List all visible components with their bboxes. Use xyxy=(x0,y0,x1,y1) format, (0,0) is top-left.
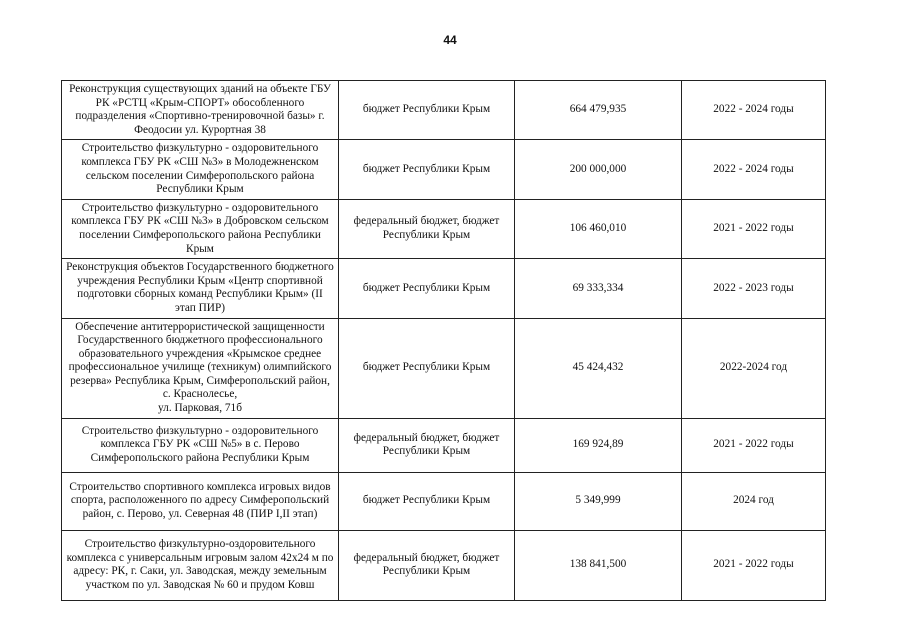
table-row xyxy=(62,530,826,600)
period-cell xyxy=(682,318,826,418)
funding-source-text: бюджет Республики Крым xyxy=(362,103,491,116)
amount-cell xyxy=(515,140,682,199)
period-cell xyxy=(682,199,826,258)
table-row xyxy=(62,199,826,258)
amount-text: 200 000,000 xyxy=(569,162,627,175)
funding-source-cell xyxy=(339,199,515,258)
funding-source-text: бюджет Республики Крым xyxy=(362,162,491,175)
project-name-text: Строительство спортивного комплекса игровых видов спорта, расположенного по адресу Симферопольский район, с. Перово, ул. Северная 48 (ПИР I,II этап) xyxy=(69,480,331,520)
amount-text: 106 460,010 xyxy=(569,222,627,235)
period-cell xyxy=(682,259,826,318)
funding-source-cell xyxy=(339,418,515,472)
amount-cell xyxy=(515,418,682,472)
project-name-cell xyxy=(62,418,339,472)
period-text: 2022-2024 год xyxy=(719,361,788,374)
funding-source-text: федеральный бюджет, бюджет Республики Крым xyxy=(353,551,500,578)
project-name-text: Строительство физкультурно-оздоровительного комплекса с универсальным игровым залом 42х24 м по адресу: РК, г. Саки, ул. Заводская, между земельным участком по ул. Заводская № 60 и прудом Ковш xyxy=(66,537,334,591)
amount-cell xyxy=(515,259,682,318)
project-name-text: Строительство физкультурно - оздоровительного комплекса ГБУ РК «СШ №3» в Молодежненском сельском поселении Симферопольского района Республики Крым xyxy=(81,142,319,196)
funding-source-text: бюджет Республики Крым xyxy=(362,361,491,374)
period-text: 2021 - 2022 годы xyxy=(713,222,794,235)
period-cell xyxy=(682,140,826,199)
project-name-text: Реконструкция существующих зданий на объекте ГБУ РК «РСТЦ «Крым-СПОРТ» обособленного подразделения «Спортивно-тренировочной базы» г. Феодосии ул. Курортная 38 xyxy=(69,83,331,136)
funding-source-text: федеральный бюджет, бюджет Республики Крым xyxy=(353,431,500,458)
table-row xyxy=(62,472,826,530)
project-name-text: Строительство физкультурно - оздоровительного комплекса ГБУ РК «СШ №3» в Добровском сельском поселении Симферопольского района Республики Крым xyxy=(71,201,329,255)
funding-source-cell xyxy=(339,472,515,530)
funding-source-text: бюджет Республики Крым xyxy=(362,281,491,294)
funding-source-cell xyxy=(339,530,515,600)
funding-source-cell xyxy=(339,318,515,418)
amount-text: 69 333,334 xyxy=(572,281,624,294)
amount-text: 169 924,89 xyxy=(572,438,624,451)
project-name-cell xyxy=(62,140,339,199)
period-cell xyxy=(682,530,826,600)
period-text: 2022 - 2024 годы xyxy=(713,162,794,175)
project-name-text: Строительство физкультурно - оздоровительного комплекса ГБУ РК «СШ №5» в с. Перово Симферопольского района Республики Крым xyxy=(81,424,319,464)
amount-cell xyxy=(515,81,682,140)
amount-text: 5 349,999 xyxy=(575,494,621,507)
amount-text: 45 424,432 xyxy=(572,361,624,374)
page-number: 44 xyxy=(443,33,457,47)
period-text: 2022 - 2024 годы xyxy=(713,103,794,116)
project-address-text: ул. Парковая, 71б xyxy=(158,402,242,415)
funding-source-text: бюджет Республики Крым xyxy=(362,494,491,507)
amount-cell xyxy=(515,318,682,418)
project-name-cell xyxy=(62,318,339,418)
table-row xyxy=(62,140,826,199)
project-name-text: Обеспечение антитеррористической защищенности Государственного бюджетного профессионального образовательного учреждения «Крымское среднее профессиональное училище (техникум) олимпийского резерва» Республика Крым, Симферопольский район, с. Краснолесье, xyxy=(68,320,332,401)
project-name-text: Реконструкция объектов Государственного бюджетного учреждения Республики Крым «Центр спортивной подготовки сборных команд Республики Крым» (II этап ПИР) xyxy=(66,261,334,314)
project-name-cell xyxy=(62,472,339,530)
project-name-cell xyxy=(62,259,339,318)
table-row xyxy=(62,318,826,418)
project-name-cell xyxy=(62,199,339,258)
projects-table-body xyxy=(62,81,826,601)
period-text: 2022 - 2023 годы xyxy=(713,281,794,294)
period-text: 2021 - 2022 годы xyxy=(713,558,794,571)
project-name-cell xyxy=(62,530,339,600)
amount-text: 664 479,935 xyxy=(569,103,627,116)
projects-table xyxy=(61,80,826,601)
amount-cell xyxy=(515,199,682,258)
amount-cell xyxy=(515,530,682,600)
table-row xyxy=(62,81,826,140)
table-row xyxy=(62,418,826,472)
funding-source-text: федеральный бюджет, бюджет Республики Крым xyxy=(353,215,500,241)
amount-text: 138 841,500 xyxy=(569,558,627,571)
funding-source-cell xyxy=(339,81,515,140)
period-text: 2021 - 2022 годы xyxy=(713,438,794,451)
funding-source-cell xyxy=(339,140,515,199)
table-row xyxy=(62,259,826,318)
period-cell xyxy=(682,418,826,472)
funding-source-cell xyxy=(339,259,515,318)
amount-cell xyxy=(515,472,682,530)
project-name-cell xyxy=(62,81,339,140)
period-text: 2024 год xyxy=(733,494,774,507)
period-cell xyxy=(682,81,826,140)
period-cell xyxy=(682,472,826,530)
